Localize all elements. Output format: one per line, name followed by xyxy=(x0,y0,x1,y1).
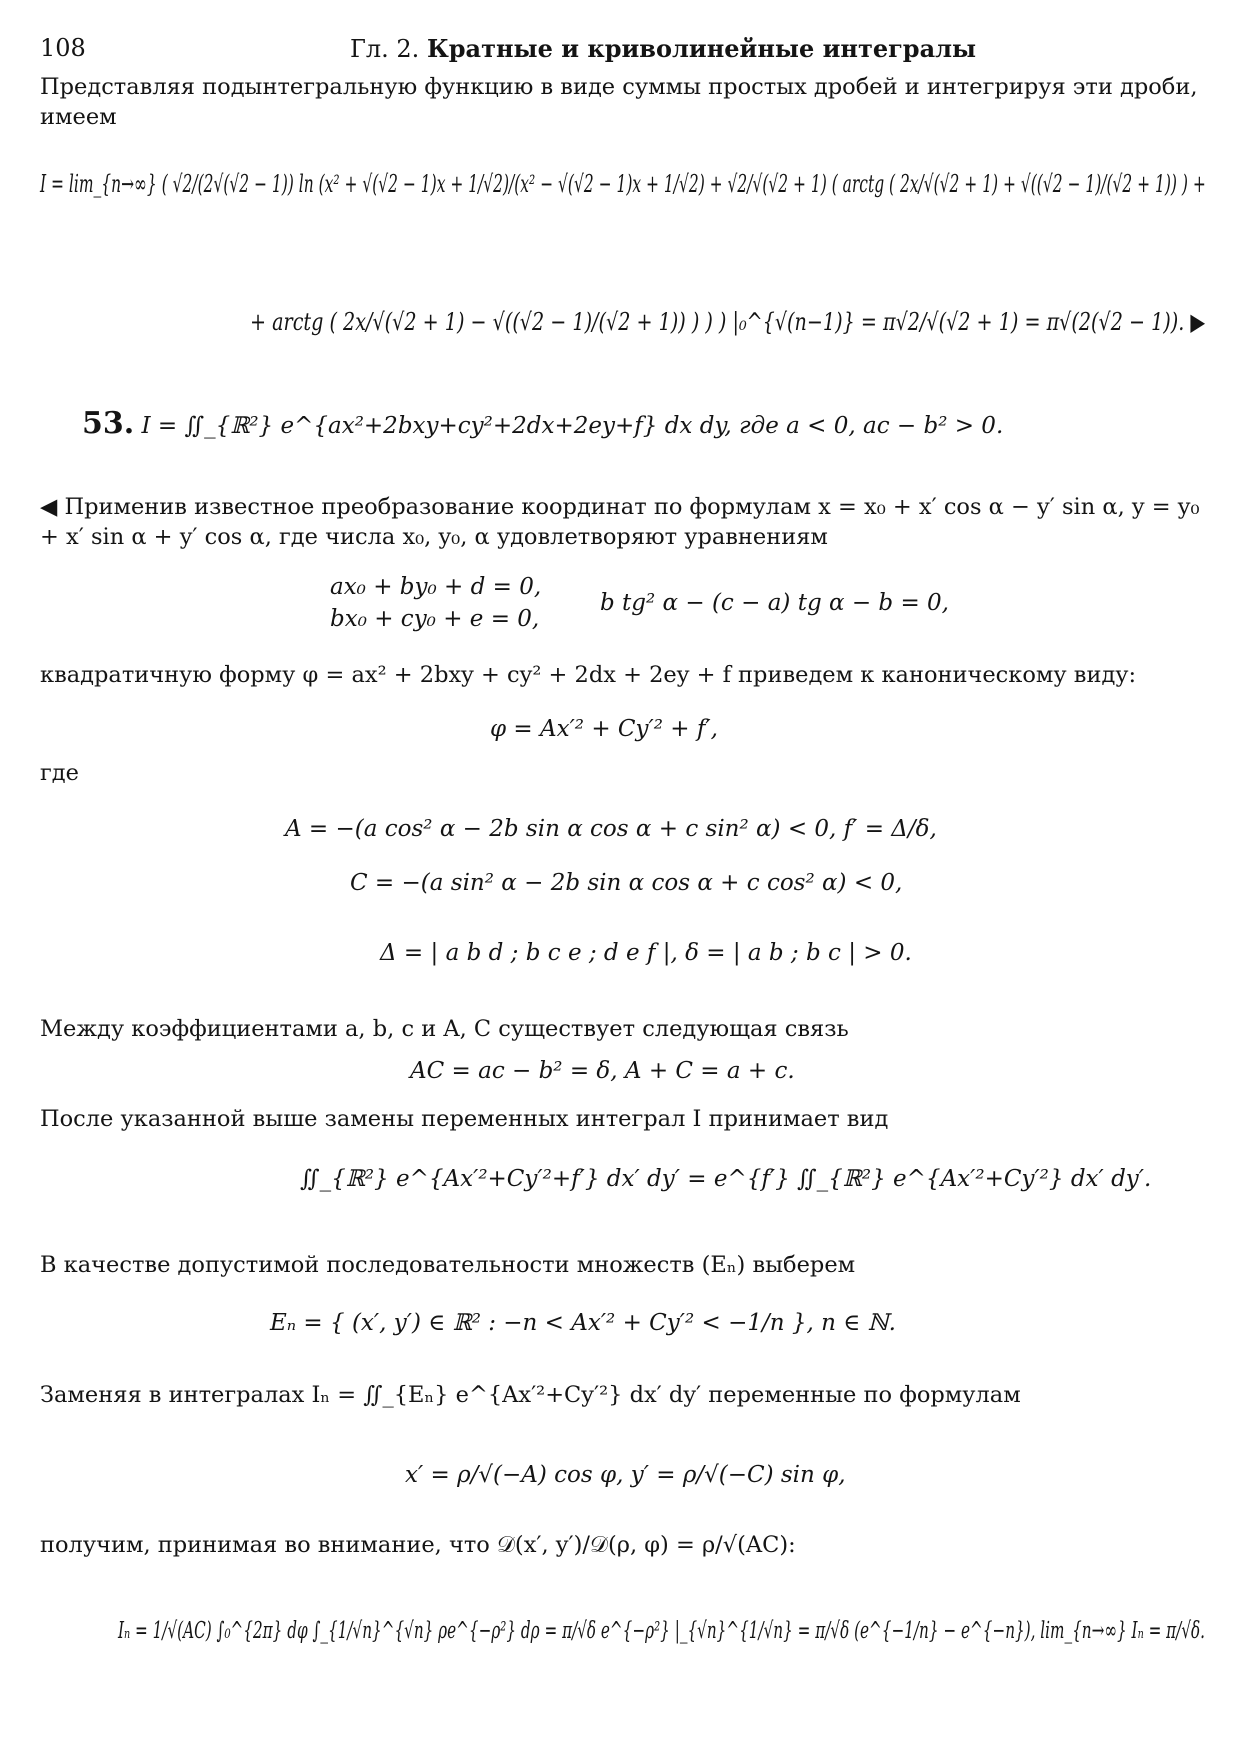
where-label: где xyxy=(40,760,79,786)
running-title-prefix: Гл. 2. xyxy=(350,35,420,63)
determinants: Δ = | a b d ; b c e ; d e f |, δ = | a b ; b c | > 0. xyxy=(380,940,912,966)
In-final-formula: Iₙ = 1/√(AC) ∫₀^{2π} dφ ∫_{1/√n}^{√n} ρe^{−ρ²} dρ = π/√δ e^{−ρ²} |_{√n}^{1/√n} = π/√δ (e^{−1/n} − e^{−n}), lim_{n→∞} Iₙ = π/√δ. xyxy=(118,1618,1206,1644)
transformed-integral: ∬_{ℝ²} e^{Ax′²+Cy′²+f′} dx′ dy′ = e^{f′} ∬_{ℝ²} e^{Ax′²+Cy′²} dx′ dy′. xyxy=(300,1166,1152,1192)
running-title xyxy=(350,34,976,63)
limit-formula-line-2: + arctg ( 2x/√(√2 + 1) − √((√2 − 1)/(√2 + 1)) ) ) ) |₀^{√(n−1)} = π√2/√(√2 + 1) = π√(2(√2 − 1)). ▶ xyxy=(250,308,1206,336)
polar-substitution: x′ = ρ/√(−A) cos φ, y′ = ρ/√(−C) sin φ, xyxy=(405,1462,846,1488)
AC-relation: AC = ac − b² = δ, A + C = a + c. xyxy=(410,1058,795,1084)
jacobian-paragraph: получим, принимая во внимание, что 𝒟(x′, y′)/𝒟(ρ, φ) = ρ/√(AC): xyxy=(40,1532,796,1558)
problem-53 xyxy=(82,406,1003,441)
C-definition: C = −(a sin² α − 2b sin α cos α + c cos² α) < 0, xyxy=(350,870,903,896)
problem-number: 53. xyxy=(82,406,135,441)
sequence-paragraph: В качестве допустимой последовательности множеств (Eₙ) выберем xyxy=(40,1252,856,1278)
tangent-equation: b tg² α − (c − a) tg α − b = 0, xyxy=(600,590,949,616)
quadratic-form-paragraph: квадратичную форму φ = ax² + 2bxy + cy² + 2dx + 2ey + f приведем к каноническому виду: xyxy=(40,662,1137,688)
problem-statement: I = ∬_{ℝ²} e^{ax²+2bxy+cy²+2dx+2ey+f} dx dy, где a < 0, ac − b² > 0. xyxy=(141,413,1004,439)
page-number: 108 xyxy=(40,34,86,62)
running-title-bold: Кратные и криволинейные интегралы xyxy=(426,34,977,63)
system-equation-2: bx₀ + cy₀ + e = 0, xyxy=(330,606,540,632)
En-definition: Eₙ = { (x′, y′) ∈ ℝ² : −n < Ax′² + Cy′² < −1/n }, n ∈ ℕ. xyxy=(270,1310,896,1336)
relation-paragraph: Между коэффициентами a, b, c и A, C существует следующая связь xyxy=(40,1016,849,1042)
canonical-form: φ = Ax′² + Cy′² + f′, xyxy=(490,716,718,742)
intro-paragraph: Представляя подынтегральную функцию в виде суммы простых дробей и интегрируя эти дроби, имеем xyxy=(40,74,1198,130)
system-equation-1: ax₀ + by₀ + d = 0, xyxy=(330,574,542,600)
method-paragraph: ◀ Применив известное преобразование координат по формулам x = x₀ + x′ cos α − y′ sin α, y = y₀ + x′ sin α + y′ cos α, где числа x₀, y₀, α удовлетворяют уравнениям xyxy=(40,494,1200,550)
replacing-paragraph: Заменяя в интегралах Iₙ = ∬_{Eₙ} e^{Ax′²+Cy′²} dx′ dy′ переменные по формулам xyxy=(40,1382,1021,1408)
after-substitution-paragraph: После указанной выше замены переменных интеграл I принимает вид xyxy=(40,1106,889,1132)
limit-formula-line-1: I = lim_{n→∞} ( √2/(2√(√2 − 1)) ln (x² + √(√2 − 1)x + 1/√2)/(x² − √(√2 − 1)x + 1/√2) + √2/√(√2 + 1) ( arctg ( 2x/√(√2 + 1) + √((√2 − 1)/(√2 + 1)) ) + xyxy=(40,170,1206,198)
A-definition: A = −(a cos² α − 2b sin α cos α + c sin² α) < 0, f′ = Δ/δ, xyxy=(285,816,937,842)
page-header xyxy=(40,34,1200,70)
